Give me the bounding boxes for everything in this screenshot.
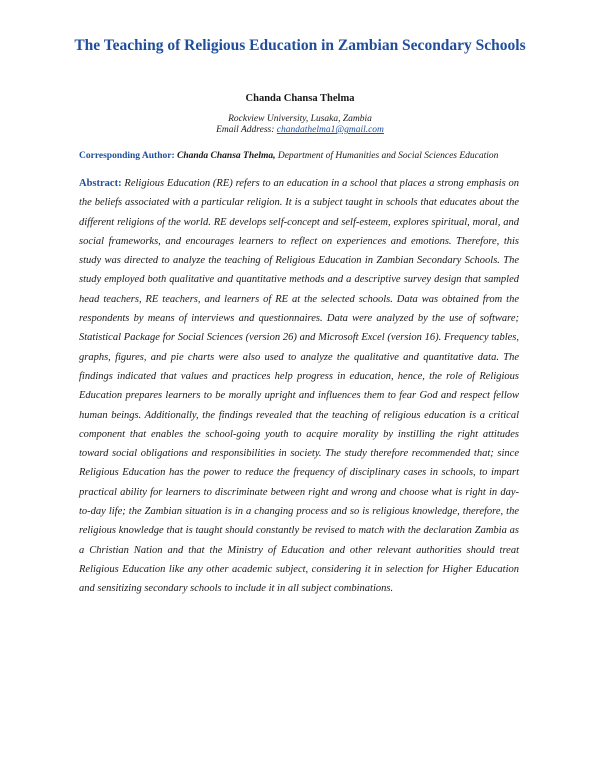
- corresponding-name: Chanda Chansa Thelma,: [177, 151, 276, 161]
- email-link[interactable]: chandathelma1@gmail.com: [276, 125, 384, 135]
- email-label: Email Address:: [216, 125, 275, 135]
- paper-title: The Teaching of Religious Education in Zambian Secondary Schools: [74, 37, 526, 54]
- corresponding-author: [79, 151, 539, 161]
- abstract-block: [79, 174, 519, 599]
- corresponding-department: Department of Humanities and Social Sciences Education: [277, 151, 499, 161]
- author-name: Chanda Chansa Thelma: [245, 93, 355, 104]
- corresponding-label: Corresponding Author:: [79, 151, 175, 161]
- abstract-text: Religious Education (RE) refers to an education in a school that places a strong emphasis on the beliefs associated with a particular religion. It is a subject taught in schools that educates about the different religions of the world. RE develops self-concept and self-esteem, explores spiritual, moral, and social frameworks, and encourages learners to reflect on experiences and emotions. Therefore, this study was directed to analyze the teaching of Religious Education in Zambian Secondary Schools. The study employed both qualitative and quantitative methods and a descriptive survey design that sampled head teachers, RE teachers, and learners of RE at the selected schools. Data was obtained from the respondents by means of interviews and questionnaires. Data were analyzed by the use of software; Statistical Package for Social Sciences (version 26) and Microsoft Excel (version 16). Frequency tables, graphs, figures, and pie charts were also used to analyze the qualitative and quantitative data. The findings indicated that values and practices help progress in education, hence, the role of Religious Education prepares learners to be morally upright and influences them to fear God and respect fellow human beings. Additionally, the findings revealed that the teaching of religious education is a critical component that enables the school-going youth to acquire morality by instilling the right attitudes toward social obligations and responsibilities in society. The study therefore recommended that; since Religious Education has the power to reduce the frequency of disciplinary cases in schools, to impart practical ability for learners to discriminate between right and wrong and choose what is right in day-to-day life; the Zambian situation is in a changing process and so is religious knowledge, therefore, the religious knowledge that is taught should constantly be revised to match with the declaration Zambia as a Christian Nation and that the Ministry of Education and other relevant authorities should treat Religious Education like any other academic subject, considering it in selection for Higher Education and sensitizing secondary schools to include it in all subject combinations.: [79, 178, 520, 595]
- author-affiliation: Rockview University, Lusaka, Zambia: [228, 114, 372, 124]
- email-line: [0, 125, 600, 135]
- abstract-label: Abstract:: [79, 178, 122, 189]
